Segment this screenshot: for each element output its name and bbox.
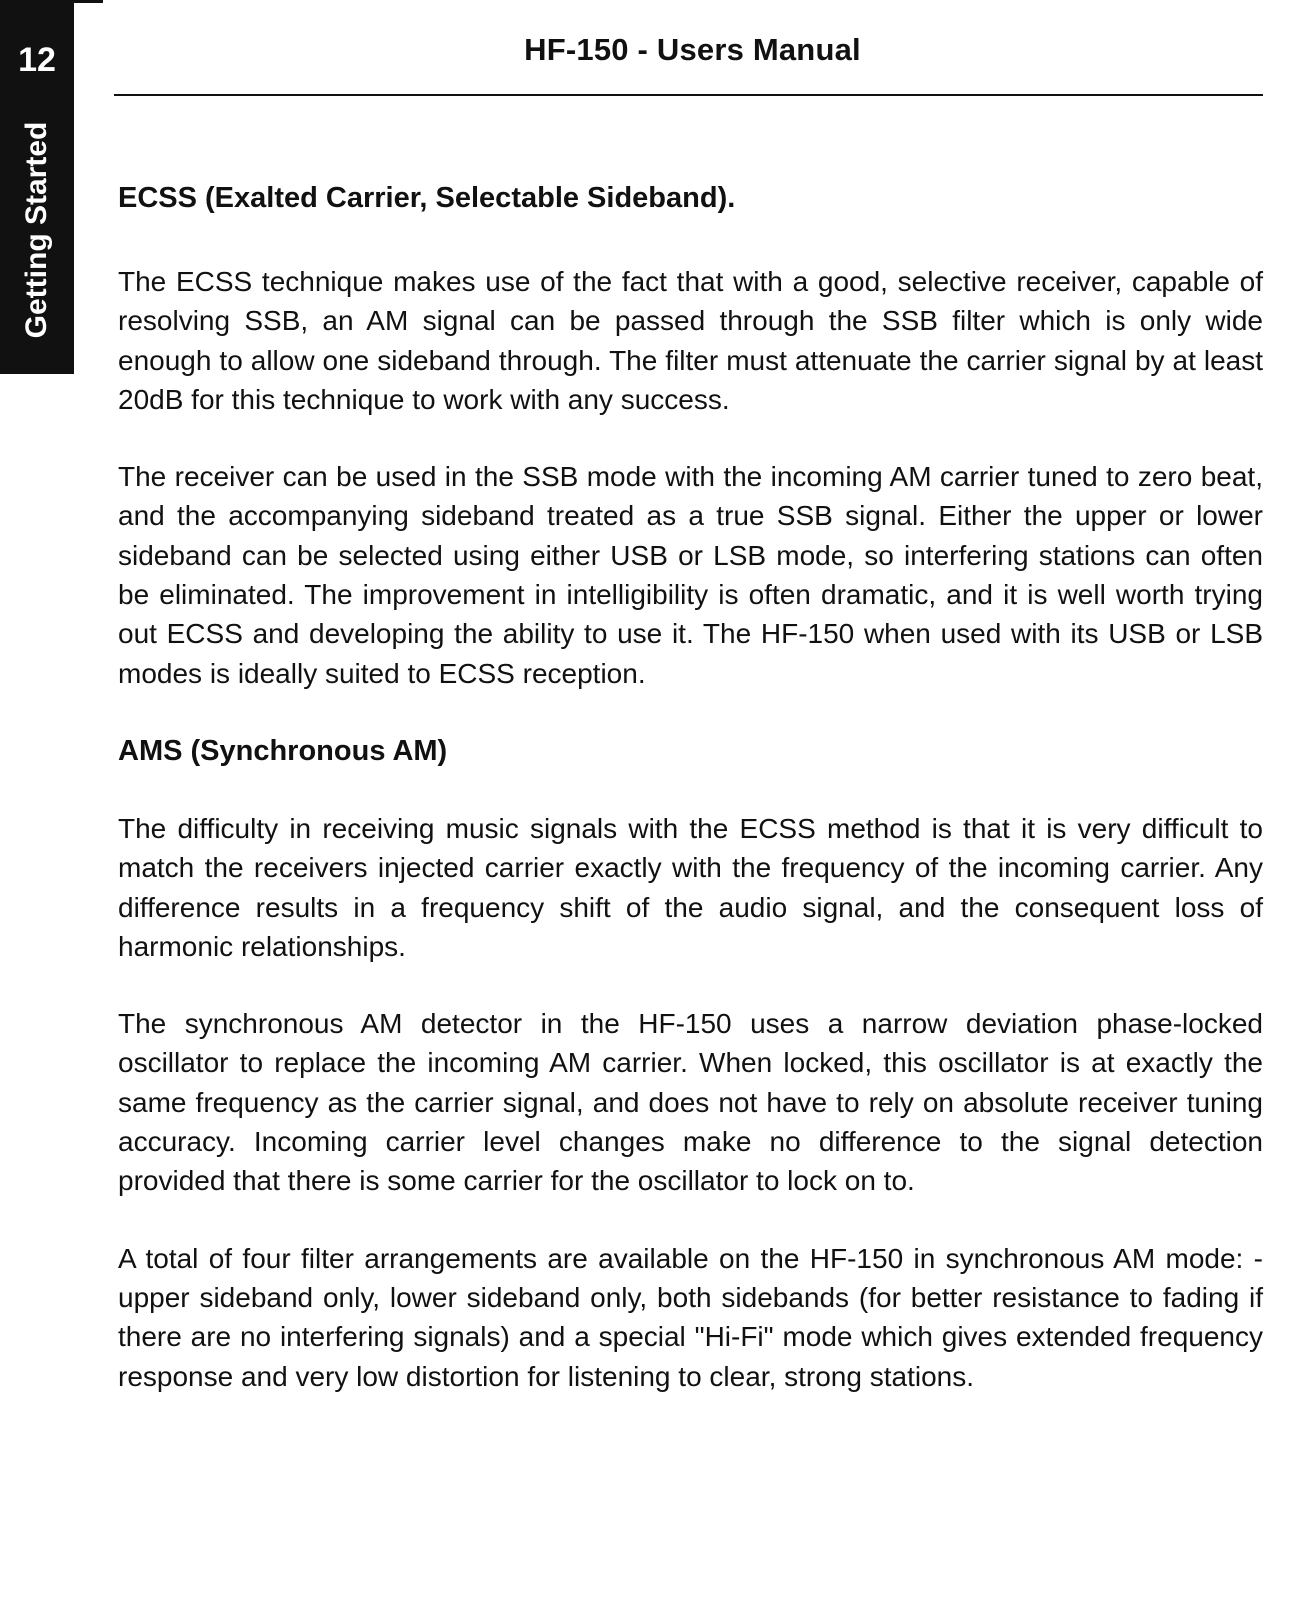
header-rule xyxy=(114,94,1263,96)
section-heading-ecss: ECSS (Exalted Carrier, Selectable Sideband). xyxy=(118,182,736,214)
paragraph: The difficulty in receiving music signals with the ECSS method is that it is very difficult to match the receivers injected carrier exactly with the frequency of the incoming carrier. Any difference results in a frequency shift of the audio signal, and the consequent loss of harmonic relationships. xyxy=(118,812,1263,962)
paragraph: A total of four filter arrangements are available on the HF-150 in synchronous AM mode: - upper sideband only, lower sideband only, both sidebands (for better resistance to fading if there are no interfering signals) and a special "Hi-Fi" mode which gives extended frequency response and very low distortion for listening to clear, strong stations. xyxy=(118,1242,1263,1392)
paragraph: The receiver can be used in the SSB mode with the incoming AM carrier tuned to zero beat, and the accompanying sideband treated as a true SSB signal. Either the upper or lower sideband can be selected using either USB or LSB mode, so interfering stations can often be eliminated. The improvement in intelligibility is often dramatic, and it is well worth trying out ECSS and developing the ability to use it. The HF-150 when used with its USB or LSB modes is ideally suited to ECSS reception. xyxy=(118,461,1263,689)
running-header: HF-150 - Users Manual xyxy=(524,32,861,67)
paragraph: The ECSS technique makes use of the fact that with a good, selective receiver, capable of resolving SSB, an AM signal can be passed through the SSB filter which is only wide enough to allow one sideband through. The filter must attenuate the carrier signal by at least 20dB for this technique to work with any success. xyxy=(118,266,1263,415)
paragraph: The synchronous AM detector in the HF-150 uses a narrow deviation phase-locked oscillator to replace the incoming AM carrier. When locked, this oscillator is at exactly the same frequency as the carrier signal, and does not have to rely on absolute receiver tuning accuracy. Incoming carrier level changes make no difference to the signal detection provided that there is some carrier for the oscillator to lock on to. xyxy=(118,1008,1263,1197)
page-number: 12 xyxy=(18,41,56,79)
tab-top-rule xyxy=(0,0,103,3)
section-heading-ams: AMS (Synchronous AM) xyxy=(118,734,448,767)
section-tab-label: Getting Started xyxy=(20,121,53,339)
page-content xyxy=(118,178,1263,1396)
